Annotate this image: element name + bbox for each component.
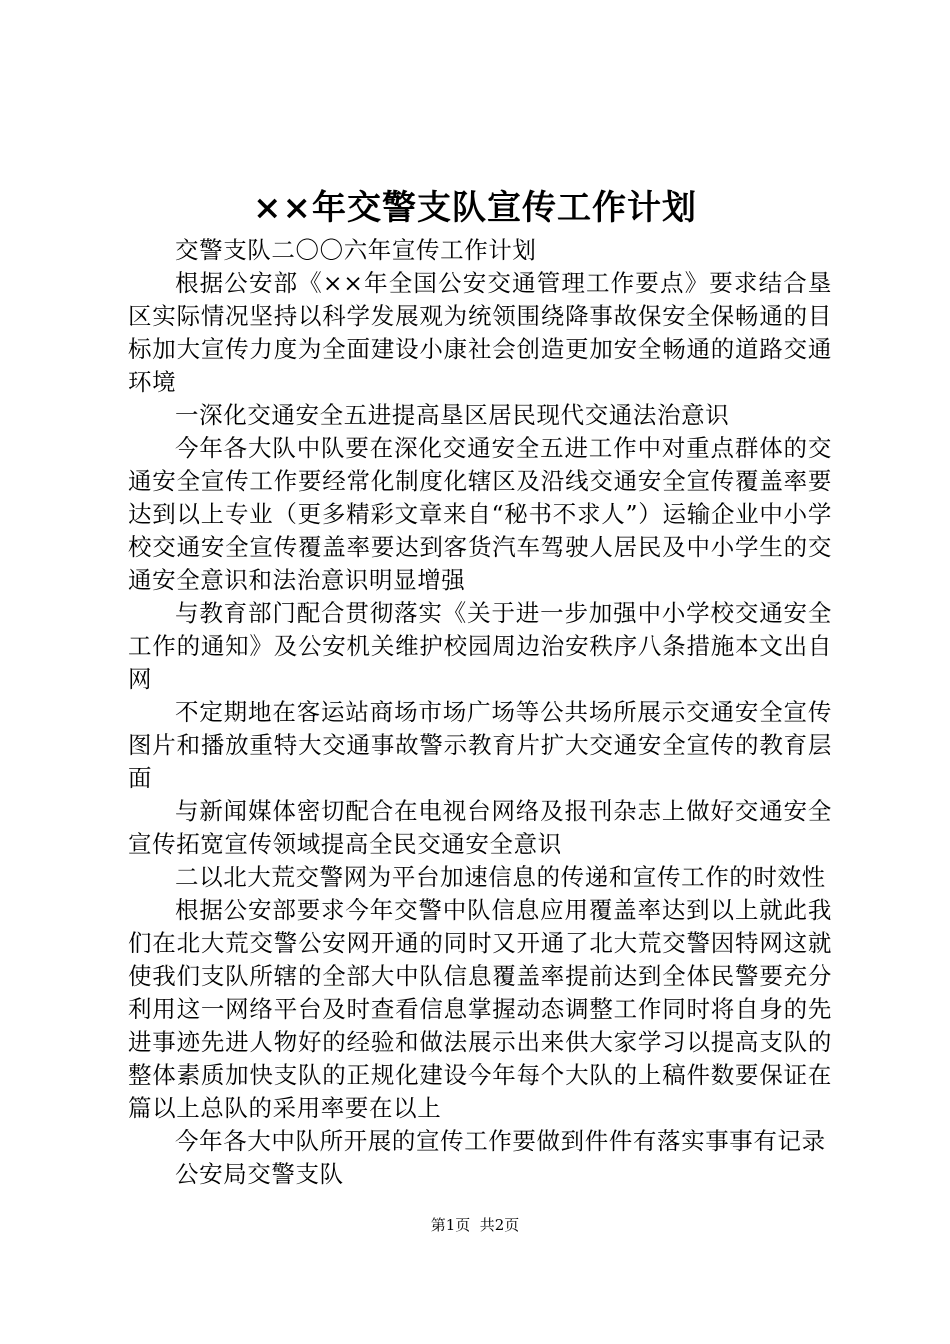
paragraph: 今年各大中队所开展的宣传工作要做到件件有落实事事有记录: [175, 1127, 826, 1155]
document-body: [128, 234, 832, 1191]
paragraph: 与教育部门配合贯彻落实《关于进一步加强中小学校交通安全工作的通知》及公安机关维护校园周边治安秩序八条措施本文出自网: [128, 599, 832, 693]
paragraph: 根据公安部要求今年交警中队信息应用覆盖率达到以上就此我们在北大荒交警公安网开通的同时又开通了北大荒交警因特网这就使我们支队所辖的全部大中队信息覆盖率提前达到全体民警要充分利用这一网络平台及时查看信息掌握动态调整工作同时将自身的先进事迹先进人物好的经验和做法展示出来供大家学习以提高支队的整体素质加快支队的正规化建设今年每个大队的上稿件数要保证在篇以上总队的采用率要在以上: [128, 896, 832, 1122]
section-heading-2: 二以北大荒交警网为平台加速信息的传递和宣传工作的时效性: [175, 863, 826, 891]
paragraph: 不定期地在客运站商场市场广场等公共场所展示交通安全宣传图片和播放重特大交通事故警示教育片扩大交通安全宣传的教育层面: [128, 698, 832, 792]
page-footer: [0, 1214, 950, 1236]
signature-line: 公安局交警支队: [175, 1160, 344, 1188]
page-number: 第1页 共2页: [430, 1216, 520, 1234]
paragraph: 今年各大队中队要在深化交通安全五进工作中对重点群体的交通安全宣传工作要经常化制度化辖区及沿线交通安全宣传覆盖率要达到以上专业（更多精彩文章来自“秘书不求人”）运输企业中小学校交通安全宣传覆盖率要达到客货汽车驾驶人居民及中小学生的交通安全意识和法治意识明显增强: [128, 434, 832, 594]
paragraph-intro: 根据公安部《××年全国公安交通管理工作要点》要求结合垦区实际情况坚持以科学发展观为统领围绕降事故保安全保畅通的目标加大宣传力度为全面建设小康社会创造更加安全畅通的道路交通环境: [128, 269, 832, 396]
section-heading-1: 一深化交通安全五进提高垦区居民现代交通法治意识: [175, 401, 730, 429]
paragraph-subtitle: 交警支队二〇〇六年宣传工作计划: [175, 236, 537, 264]
document-title: ××年交警支队宣传工作计划: [253, 188, 697, 228]
paragraph: 与新闻媒体密切配合在电视台网络及报刊杂志上做好交通安全宣传拓宽宣传领域提高全民交通安全意识: [128, 797, 832, 858]
